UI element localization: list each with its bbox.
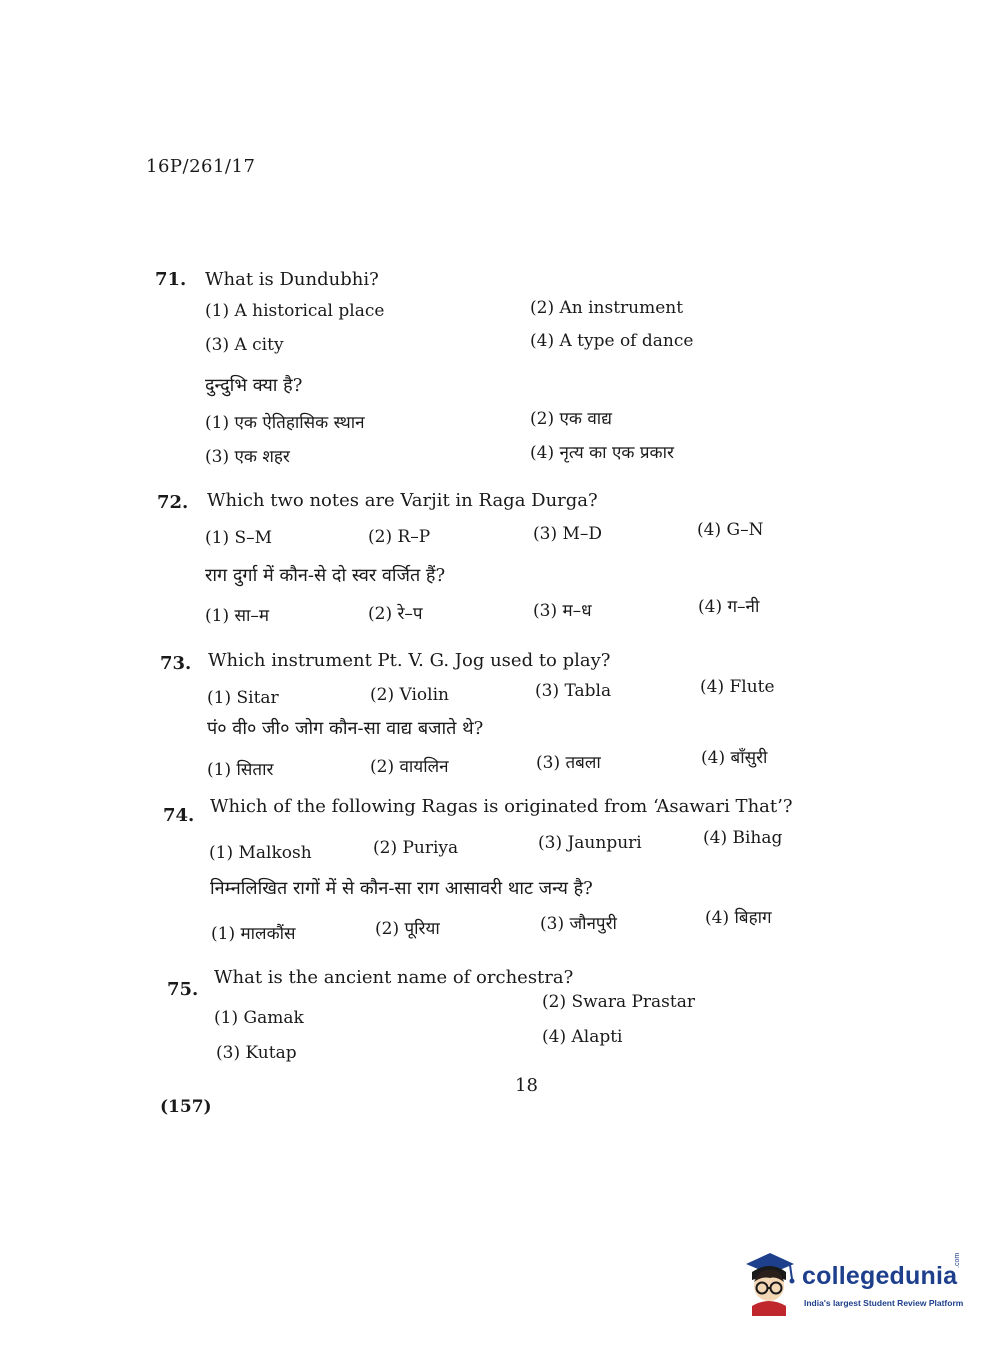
question-text-en: Which two notes are Varjit in Raga Durga? [207,490,598,511]
option-hi-2: (2) एक वाद्य [530,409,612,429]
option-hi-4: (4) बिहाग [705,908,772,928]
collegedunia-logo [740,1250,970,1320]
footer-code: (157) [160,1097,212,1117]
option-hi-4: (4) नृत्य का एक प्रकार [530,443,674,463]
question-number: 73. [160,653,192,674]
option-hi-4: (4) ग–नी [698,597,760,617]
option-hi-3: (3) म–ध [533,601,592,621]
logo-com: .com [954,1252,961,1268]
question-text-en: What is the ancient name of orchestra? [214,967,574,988]
question-text-en: Which instrument Pt. V. G. Jog used to play? [208,650,611,671]
question-text-hi: पं० वी० जी० जोग कौन-सा वाद्य बजाते थे? [207,718,484,739]
option-en-4: (4) Alapti [542,1027,623,1047]
option-en-4: (4) Bihag [703,828,783,848]
logo-brand: collegedunia [802,1262,958,1290]
option-hi-1: (1) एक ऐतिहासिक स्थान [205,413,365,433]
option-en-2: (2) R–P [368,527,431,547]
option-en-3: (3) A city [205,335,284,355]
option-hi-1: (1) सा–म [205,606,270,626]
option-hi-2: (2) रे–प [368,604,423,624]
option-hi-2: (2) पूरिया [375,919,440,939]
question-text-en: Which of the following Ragas is originated from ‘Asawari That’? [210,796,793,817]
question-number: 72. [157,492,189,513]
option-hi-1: (1) सितार [207,760,274,780]
option-en-3: (3) M–D [533,524,603,544]
option-hi-3: (3) जौनपुरी [540,914,617,934]
option-en-1: (1) Gamak [214,1008,304,1028]
question-number: 74. [163,805,195,826]
option-en-1: (1) A historical place [205,301,385,321]
option-en-2: (2) Swara Prastar [542,992,695,1012]
option-en-3: (3) Jaunpuri [538,833,642,853]
question-number: 71. [155,269,187,290]
option-en-4: (4) A type of dance [530,331,694,351]
option-hi-3: (3) तबला [536,753,601,773]
question-text-hi: राग दुर्गा में कौन-से दो स्वर वर्जित हैं? [205,565,446,586]
option-en-4: (4) G–N [697,520,764,540]
option-hi-2: (2) वायलिन [370,757,449,777]
question-text-en: What is Dundubhi? [205,269,379,290]
option-en-1: (1) S–M [205,528,273,548]
option-en-2: (2) Violin [370,685,449,705]
option-en-3: (3) Kutap [216,1043,297,1063]
page-number: 18 [515,1075,538,1096]
option-hi-4: (4) बाँसुरी [701,748,768,768]
question-text-hi: दुन्दुभि क्या है? [205,375,303,396]
question-number: 75. [167,979,199,1000]
option-en-2: (2) An instrument [530,298,684,318]
logo-tagline: India's largest Student Review Platform [804,1298,964,1308]
option-en-2: (2) Puriya [373,838,459,858]
option-hi-3: (3) एक शहर [205,447,290,467]
option-en-1: (1) Sitar [207,688,279,708]
option-en-1: (1) Malkosh [209,843,312,863]
option-hi-1: (1) मालकौंस [211,924,296,944]
paper-code: 16P/261/17 [146,156,256,177]
question-text-hi: निम्नलिखित रागों में से कौन-सा राग आसावरी थाट जन्य है? [210,878,593,899]
mascot-icon [740,1250,798,1316]
option-en-3: (3) Tabla [535,681,612,701]
option-en-4: (4) Flute [700,677,775,697]
